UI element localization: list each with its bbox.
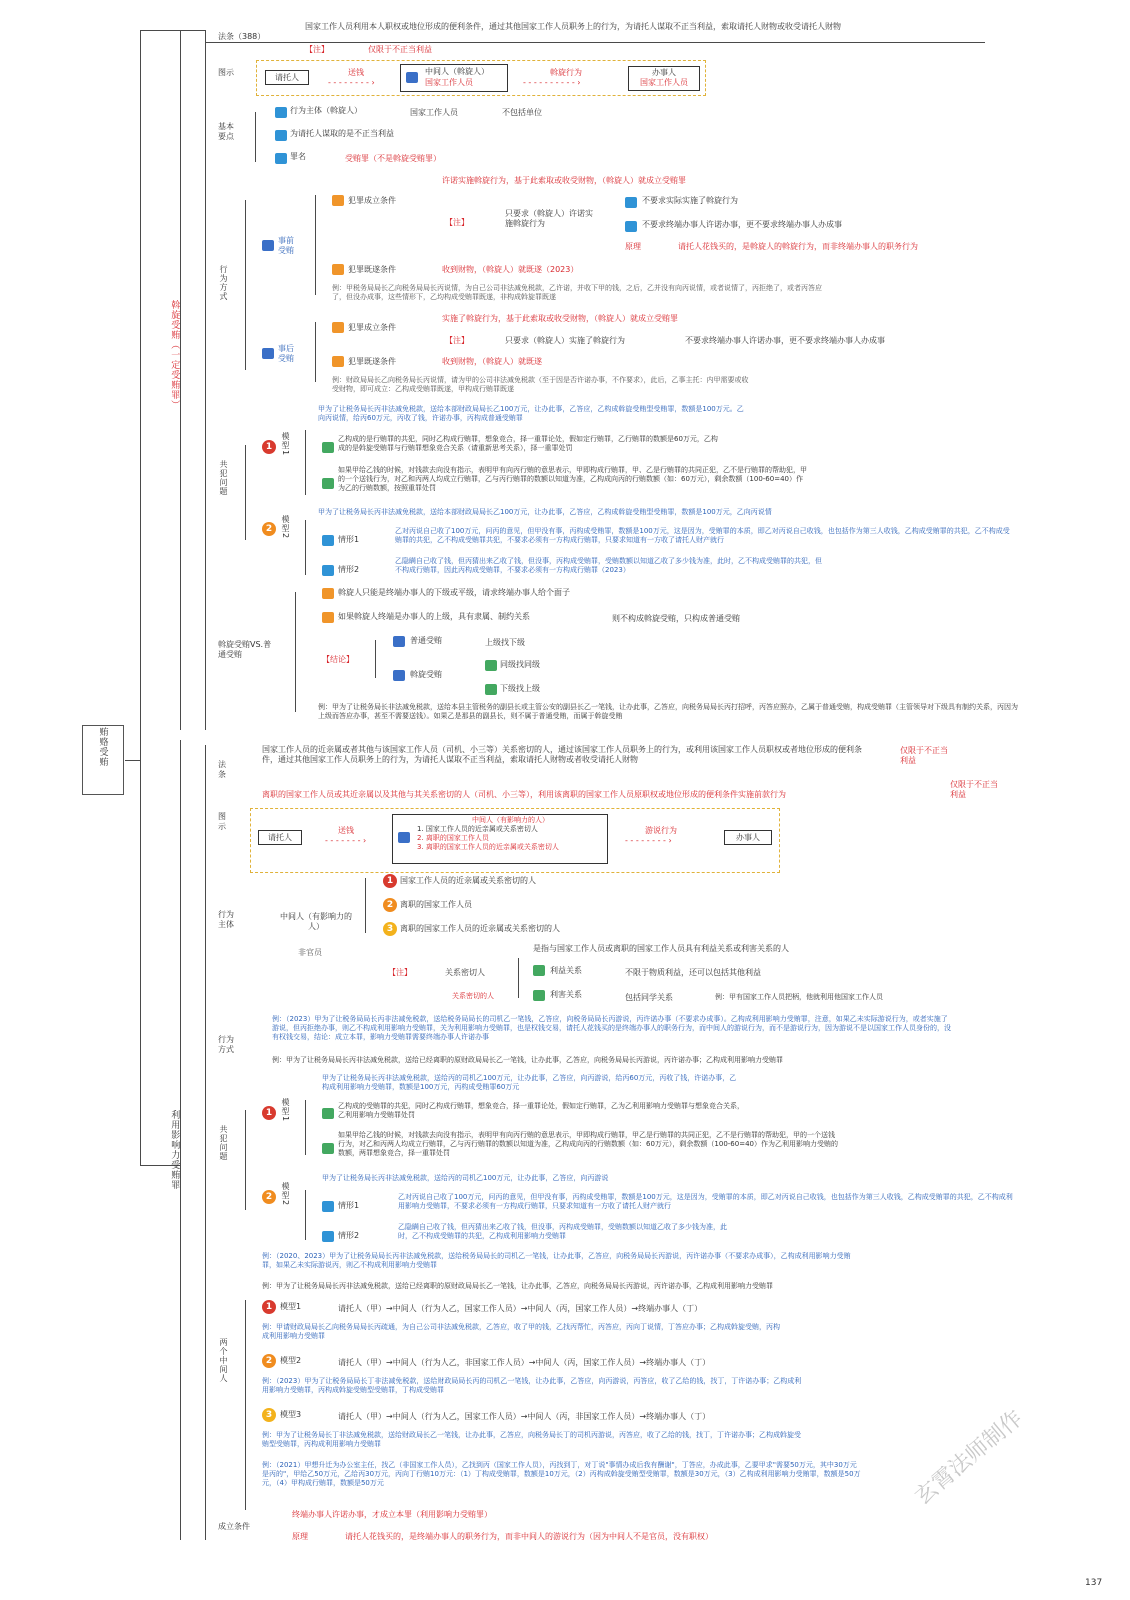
page-number: 137 [1085, 1578, 1103, 1588]
p1-m2-intro: 甲为了让税务局长丙非法减免税款，送给本部财政局局长乙100万元，让办此事，乙答应，乙构成斡旋受贿型受贿罪，数额是100万元，乙向丙说情 [318, 508, 772, 516]
number-badge-2: 2 [262, 522, 276, 536]
list-icon [322, 1201, 334, 1212]
number-badge-3: 3 [383, 922, 397, 936]
p2-lg2: 模型2 [280, 1356, 302, 1365]
section-title-2: 利用影响力受贿罪 [169, 1110, 180, 1190]
p2-lg1-chain: 请托人（甲）→中间人（行为人乙，国家工作人员）→中间人（丙，国家工作人员）→终端办事人（丁） [338, 1304, 703, 1313]
list-icon [533, 965, 545, 976]
p2-cl-label: 成立条件 [218, 1522, 250, 1531]
p1-sq-ji-txt: 收到财物，（斡旋人）就既遂（2023） [442, 265, 579, 274]
number-badge-2: 2 [262, 1190, 276, 1204]
p2-lg1-ex: 例：甲请财政局局长乙向税务局局长丙疏通，为自己公司非法减免税款，乙答应，收了甲的钱，乙找丙帮忙，丙答应，丙向丁说情，丁答应办事；乙构成斡旋受贿，丙构成利用影响力受贿罪 [262, 1323, 780, 1341]
connector [305, 430, 306, 495]
p2-fs-ex1: 例：（2023）甲为了让税务局局长丙非法减免税款，送给税务局局长的司机乙一笔钱，乙答应，向税务局局长丙游说，丙许诺办事（不要求办成事）。乙构成利用影响力受贿罪，注意，如果乙未实际游说行为，或者实施了游说，但丙拒绝办事，则乙不构成利用影响力受贿罪，关为利用影响力受贿罪，也是权钱交易，请托人花钱买的是终端办事人的职务行为，而中间人的游说行为，而不是游说行为，因为游说不是以国家工作人员身份的，没有权钱交易，结论：成立本罪，影响力受贿罪需要终端办事人许诺办事 [272, 1015, 951, 1042]
underline [205, 42, 985, 43]
p1-wx-ex: 例：甲为了让税务局长非法减免税款，送给本县主管税务的副县长或主管公安的副县长乙一笔钱，让办此事，乙答应，向税务局局长丙打招呼，丙答应照办，乙属于普通受贿，构成受贿罪（主管领导对下级具有制约关系，丙因为上级而答应办事，甚至不需要送钱）。如果乙是那县的副县长，则不属于普通受贿，而属于斡旋受贿 [318, 703, 1018, 721]
p1-tu-arrow1: 送钱 [348, 68, 364, 77]
p1-q2: 情形2 [338, 565, 360, 574]
connector [180, 740, 181, 1540]
connector [180, 30, 181, 730]
number-badge-1: 1 [262, 1106, 276, 1120]
p1-sq-cond: 犯罪成立条件 [348, 196, 396, 205]
list-icon [625, 221, 637, 232]
p2-q2-txt: 乙隐瞒自己收了钱，但丙猜出来乙收了钱，但没事，丙构成受贿罪，受贿数额以知道乙收了多少钱为准，此时，乙不构成受贿罪的共犯，乙构成利用影响力受贿罪 [398, 1223, 727, 1241]
p1-gf-label: 共犯问题 [219, 460, 228, 496]
p2-m1b: 如果甲给乙钱的时候，对钱款去向没有指示，表明甲有向丙行贿的意思表示，甲即构成行贿罪，甲乙是行贿罪的共同正犯，乙不是行贿罪的帮助犯，甲的一个送钱行为，对乙和丙两人均成立行贿罪，乙与丙行贿罪的数额以知道为准，乙构成向丙的行贿数额（如：60万元），剩余数额（100-60=40）作为乙利用影响力受贿的数额，两罪想象竞合，择一重罪处罚 [338, 1131, 838, 1158]
number-badge-3: 3 [262, 1408, 276, 1422]
p2-gx-def: 是指与国家工作人员或离职的国家工作人员具有利益关系或利害关系的人 [533, 944, 789, 953]
list-icon [625, 197, 637, 208]
p2-m2-intro: 甲为了让税务局长丙非法减免税款，送给丙的司机乙100万元，让办此事，乙答应，向丙游说 [322, 1174, 609, 1182]
p2-fa-text: 国家工作人员的近亲属或者其他与该国家工作人员（司机、小三等）关系密切的人，通过该国家工作人员职务上的行为，或利用该国家工作人员职权或者地位形成的便利条件，通过其他国家工作人员职务上的行为，为请托人谋取不正当利益，索取请托人财物或者收受请托人财物 [262, 745, 862, 765]
p1-jb2: 为请托人谋取的是不正当利益 [290, 129, 394, 138]
p1-pt1: 上级找下级 [485, 638, 525, 647]
connector [205, 745, 206, 1540]
p1-sq-n1: 不要求实际实施了斡旋行为 [642, 196, 738, 205]
connector [255, 112, 256, 162]
p1-tu-a: 请托人 [265, 70, 309, 85]
p2-tu-c: 办事人 [724, 830, 772, 845]
p2-gx-label: 关系密切人 [445, 968, 485, 977]
list-icon [533, 990, 545, 1001]
list-icon [332, 264, 344, 275]
p2-ex-b: 例：甲为了让税务局局长丙非法减免税款，送给已经离职的原财政局局长乙一笔钱，让办此事，乙答应，向税务局局长丙游说，丙许诺办事，乙构成利用影响力受贿罪 [262, 1282, 773, 1290]
p2-lx2: 利害关系 [550, 990, 582, 999]
person-icon [406, 72, 418, 83]
calendar-icon [262, 240, 274, 251]
p2-cl1: 终端办事人许诺办事，才成立本罪（利用影响力受贿罪） [292, 1510, 492, 1519]
p1-jb3a: 受贿罪（不是斡旋受贿罪） [345, 154, 441, 163]
p2-lg-ex4: 例：（2021）甲想升迁为办公室主任，找乙（非国家工作人员），乙找到丙（国家工作人员），丙找到丁，对丁说"事情办成后我有酬谢"，丁答应，办成此事，乙要甲求"需要50万元，其中30万元是丙的"，甲给乙50万元，乙给丙30万元，丙向丁行贿10万元：（1）丁构成受贿罪，数额是10万元，（2）丙构成斡旋受贿型受贿罪，数额是30万元，（3）乙构成利用影响力受贿罪，数额是50万元，（4）甲构成行贿罪，数额是50万元 [262, 1461, 861, 1488]
p2-zt1: 国家工作人员的近亲属或关系密切的人 [400, 876, 536, 885]
p1-m1: 模型1 [281, 432, 290, 457]
connector [180, 30, 205, 31]
list-icon [322, 1231, 334, 1242]
p2-fs-ex2: 例：甲为了让税务局局长丙非法减免税款，送给已经离职的原财政局局长乙一笔钱，让办此事，乙答应，向税务局局长丙游说，丙许诺办事；乙构成利用影响力受贿罪 [272, 1056, 783, 1064]
connector [305, 520, 306, 575]
connector [245, 445, 246, 540]
p1-sh-ji-txt: 收到财物，（斡旋人）就既遂 [442, 357, 542, 366]
p1-wx-b: 下级找上级 [500, 684, 540, 693]
connector [205, 30, 206, 730]
p2-tu-arrow2: 游说行为 [645, 826, 677, 835]
watermark: 玄霄法师制作 [910, 1405, 1028, 1510]
p2-lg-label: 两个中间人 [219, 1338, 228, 1383]
connector [245, 1300, 246, 1510]
p1-tu-c: 办事人 国家工作人员 [628, 66, 700, 91]
list-icon [332, 195, 344, 206]
p2-lx1-txt: 不限于物质利益，还可以包括其他利益 [625, 968, 761, 977]
list-icon [393, 636, 405, 647]
p1-pt: 普通受贿 [410, 636, 442, 645]
p1-fa-note: 仅限于不正当利益 [368, 45, 432, 54]
p1-sh-cond: 犯罪成立条件 [348, 323, 396, 332]
number-badge-1: 1 [262, 1300, 276, 1314]
list-icon [275, 153, 287, 164]
p1-sh-cond-txt: 实施了斡旋行为，基于此索取或收受财物，（斡旋人）就成立受贿罪 [442, 314, 678, 323]
connector [315, 195, 316, 295]
p2-lx2-txt: 包括同学关系 [625, 993, 673, 1002]
list-icon [322, 612, 334, 623]
p2-m1a: 乙构成的受贿罪的共犯，同时乙构成行贿罪，想象竞合，择一重罪论处，假如定行贿罪，乙为乙利用影响力受贿罪与想象竞合关系，乙利用影响力受贿罪处罚 [338, 1102, 744, 1120]
p1-fa-text: 国家工作人员利用本人职权或地位形成的便利条件，通过其他国家工作人员职务上的行为，为请托人谋取不正当利益，索取请托人财物或收受请托人财物 [305, 22, 841, 31]
p2-zt-label: 行为主体 [218, 910, 234, 929]
p2-cl2: 请托人花钱买的，是终端办事人的职务行为，而非中间人的游说行为（因为中间人不是官员，没有职权） [345, 1532, 713, 1541]
p2-lg3-ex: 例：甲为了让税务局长丁非法减免税款，送给财政局长乙一笔钱，让办此事，乙答应，向税务局长丁的司机丙游说，丙答应，收了乙给的钱，找丁，丁许诺办事；乙构成斡旋受贿型受贿罪，丙构成利用影响力受贿罪 [262, 1431, 801, 1449]
p2-m2: 模型2 [281, 1182, 290, 1207]
p1-tu-arrow2: 斡旋行为 [550, 68, 582, 77]
p2-ex-a: 例：（2020、2023）甲为了让税务局局长丙非法减免税款，送给税务局局长的司机乙一笔钱，让办此事，乙答应，向税务局局长丙游说，丙许诺办事（不要求办成事），乙构成利用影响力受贿罪，如果乙未实际游说丙，则乙不构成利用影响力受贿罪 [262, 1252, 851, 1270]
p2-fs-label: 行为方式 [218, 1035, 234, 1054]
p2-tu-mid: 中间人（有影响力的人） 1. 国家工作人员的近亲属或关系密切人 2. 离职的国家工作人员 3. 离职的国家工作人员的近亲属或关系密切人 [392, 814, 608, 864]
chat-icon [322, 478, 334, 489]
p2-m1-intro: 甲为了让税务局长丙非法减免税款，送给丙的司机乙100万元，让办此事，乙答应，向丙游说，给丙60万元，丙收了钱，许诺办事，乙构成利用影响力受贿罪，数额是100万元，丙构成受贿罪60万元 [322, 1074, 737, 1092]
connector [518, 958, 519, 998]
connector [295, 592, 296, 712]
list-icon [332, 356, 344, 367]
p1-q1: 情形1 [338, 535, 360, 544]
chat-icon [322, 1108, 334, 1119]
p2-lx1: 利益关系 [550, 966, 582, 975]
p2-fa-label: 法条 [218, 760, 226, 779]
p1-sq-n2: 不要求终端办事人许诺办事，更不要求终端办事人办成事 [642, 220, 842, 229]
p2-q1-txt: 乙对丙说自己收了100万元，问丙的意见，但甲没有事，丙构成受贿罪，数额是100万元，这是因为，受贿罪的本质，即乙对丙说自己收钱，也包括作为第三人收钱，乙构成受贿罪的共犯，乙不构成利用影响力受贿罪，不要求必须有一方构成行贿罪，只要求知道有一方收了请托人财产就行 [398, 1193, 1013, 1211]
p1-m1b: 如果甲给乙钱的时候，对钱款去向没有指示，表明甲有向丙行贿的意思表示，甲即构成行贿罪，甲、乙是行贿罪的共同正犯，乙不是行贿罪的帮助犯，甲的一个送钱行为，对乙和丙两人均成立行贿罪，乙与丙行贿罪的数额以知道为准，乙构成向丙的行贿数额（如：60万元），剩余数额（100-60=40）作为乙的行贿数额，按照重罪处罚 [338, 466, 807, 493]
p1-wx1: 斡旋人只能是终端办事人的下级或平级，请求终端办事人给个面子 [338, 588, 570, 597]
p1-sh-ex: 例：财政局局长乙向税务局长丙说情，请为甲的公司非法减免税款（至于因是否许诺办事，不作要求），此后，乙事主托：内甲需要或收受财物，即可成立：乙构成受贿罪既遂，甲构成行贿罪既遂 [332, 376, 749, 394]
p1-sh-note3: 不要求终端办事人许诺办事，更不要求终端办事人办成事 [685, 336, 885, 345]
connector [305, 1190, 306, 1240]
list-icon [485, 684, 497, 695]
p1-fa-note-tag: 【注】 [305, 45, 329, 54]
p2-q1: 情形1 [338, 1201, 360, 1210]
p1-m2: 模型2 [281, 515, 290, 540]
p1-sh-label: 事后受贿 [278, 344, 294, 363]
p1-wx-a: 同级找同级 [500, 660, 540, 669]
connector [365, 878, 366, 933]
p2-zt-not: 非官员 [298, 948, 322, 957]
p1-sq-note: 【注】 [445, 218, 469, 227]
p2-zt3: 离职的国家工作人员的近亲属或关系密切的人 [400, 924, 560, 933]
connector [375, 640, 376, 678]
p1-q2-txt: 乙隐瞒自己收了钱，但丙猜出来乙收了钱，但没事，丙构成受贿罪，受贿数额以知道乙收了多少钱为准，此时，乙不构成受贿罪的共犯，但不构成行贿罪，因此丙构成受贿罪，不要求必须有一方构成行贿罪（2023） [395, 557, 822, 575]
p1-wx2: 如果斡旋人终端是办事人的上级，具有隶属、制约关系 [338, 612, 530, 621]
p1-jl: 【结论】 [322, 655, 354, 664]
arrow: - - - - - - - - - - › [523, 78, 581, 87]
number-badge-1: 1 [383, 874, 397, 888]
chat-icon [322, 1143, 334, 1154]
arrow: - - - - - - - › [325, 836, 367, 845]
list-icon [393, 670, 405, 681]
p2-m1: 模型1 [281, 1098, 290, 1123]
p1-sh-note2: 只要求（斡旋人）实施了斡旋行为 [505, 336, 625, 345]
connector [125, 760, 140, 761]
p1-wx2b: 则不构成斡旋受贿，只构成普通受贿 [612, 614, 740, 623]
section-title-1: 斡旋受贿（一定受贿罪） [169, 300, 180, 410]
number-badge-2: 2 [383, 898, 397, 912]
person-icon [398, 832, 410, 843]
p1-jb-label: 基本要点 [218, 122, 234, 141]
p2-fa-side: 仅限于不正当利益 [900, 746, 948, 766]
p1-m1a: 乙构成的是行贿罪的共犯，同时乙构成行贿罪，想象竞合，择一重罪论处，假如定行贿罪，乙行贿罪的数额是60万元，乙构成的是斡旋受贿罪与行贿罪想象竞合关系（请重新思考关系），择一重罪处罚 [338, 435, 718, 453]
p1-jb1b: 不包括单位 [502, 108, 542, 117]
connector [140, 30, 180, 31]
p2-lg3: 模型3 [280, 1410, 302, 1419]
p1-sq-ex: 例：甲税务局局长乙向税务局局长丙说情，为自己公司非法减免税款，乙许诺，并收下甲的钱，之后，乙并没有向丙说情，或者说情了，丙拒绝了，或者丙答应了，但没办成事，这些情形下，乙均构成受贿罪既遂，非构成斡旋罪既遂 [332, 284, 822, 302]
p1-jb1a: 国家工作人员 [410, 108, 458, 117]
chat-icon [322, 442, 334, 453]
spine [140, 30, 141, 1165]
connector [245, 200, 246, 370]
p2-zt2: 离职的国家工作人员 [400, 900, 472, 909]
connector [305, 1100, 306, 1155]
p2-lg1: 模型1 [280, 1302, 302, 1311]
p2-cl2-tag: 原理 [292, 1532, 308, 1541]
p2-gf-label: 共犯问题 [219, 1125, 228, 1161]
p1-wx: 斡旋受贿 [410, 670, 442, 679]
number-badge-2: 2 [262, 1354, 276, 1368]
p1-wx-label: 斡旋受贿VS.普通受贿 [218, 640, 272, 660]
p1-sq-yl-txt: 请托人花钱买的，是斡旋人的斡旋行为，而非终端办事人的职务行为 [678, 242, 918, 251]
p1-sq-yl: 原理 [625, 242, 641, 251]
p2-lx2-ex: 例：甲有国家工作人员把柄，他就利用他国家工作人员 [715, 993, 883, 1001]
p1-sq-label: 事前受贿 [278, 236, 294, 255]
list-icon [485, 660, 497, 671]
connector [315, 322, 316, 382]
p1-tu-label: 图示 [218, 68, 234, 77]
p1-sh-ji: 犯罪既遂条件 [348, 357, 396, 366]
p1-fa-label: 法条（388） [218, 32, 266, 41]
list-icon [332, 322, 344, 333]
arrow: - - - - - - - - › [328, 78, 375, 87]
root-node: 贿赂受贿 [82, 725, 124, 795]
list-icon [322, 565, 334, 576]
p1-sq-note2: 只要求（斡旋人）许诺实施斡旋行为 [505, 209, 593, 229]
p2-q2: 情形2 [338, 1231, 360, 1240]
p1-xw-label: 行为方式 [219, 265, 228, 301]
arrow: - - - - - - - - › [625, 836, 672, 845]
p2-lg2-ex: 例：（2023）甲为了让税务局局长丁非法减免税款，送给财政局局长丙的司机乙一笔钱，让办此事，乙答应，向丙游说，丙答应，收了乙给的钱，找丁，丁许诺办事；乙构成利用影响力受贿罪，丙构成斡旋受贿型受贿罪，丁构成受贿罪 [262, 1377, 802, 1395]
p1-sh-note: 【注】 [445, 336, 469, 345]
p1-sq-cond-txt: 许诺实施斡旋行为，基于此索取或收受财物，（斡旋人）就成立受贿罪 [442, 176, 686, 185]
p2-tu-a: 请托人 [258, 830, 302, 845]
p2-fa2-side: 仅限于不正当利益 [950, 780, 998, 800]
p1-jb1: 行为主体（斡旋人） [290, 106, 362, 115]
list-icon [322, 535, 334, 546]
p2-zt-mid: 中间人（有影响力的人） [280, 912, 352, 932]
list-icon [275, 130, 287, 141]
p2-tu-label: 图示 [218, 812, 226, 831]
calendar-icon [262, 348, 274, 359]
p1-sq-ji: 犯罪既遂条件 [348, 265, 396, 274]
p1-q1-txt: 乙对丙说自己收了100万元，问丙的意见，但甲没有事，丙构成受贿罪，数额是100万元，这是因为，受贿罪的本质，即乙对丙说自己收钱，也包括作为第三人收钱，乙构成受贿罪的共犯，乙不构成受贿罪的共犯，乙不构成受贿罪共犯，不要求必须有一方构成行贿罪，只要求知道有一方收了请托人财产就行 [395, 527, 1010, 545]
p2-gx-sub: 关系密切的人 [452, 992, 494, 1000]
list-icon [322, 588, 334, 599]
p2-lg2-chain: 请托人（甲）→中间人（行为人乙，非国家工作人员）→中间人（丙，国家工作人员）→终端办事人（丁） [338, 1358, 711, 1367]
list-icon [275, 107, 287, 118]
p1-jb3: 罪名 [290, 152, 306, 161]
connector [245, 1110, 246, 1210]
number-badge-1: 1 [262, 440, 276, 454]
p1-gf-intro: 甲为了让税务局长丙非法减免税款，送给本部财政局局长乙100万元，让办此事，乙答应，乙构成斡旋受贿型受贿罪，数额是100万元。乙向丙说情，给丙60万元，丙收了钱，许诺办事，丙构成普通受贿罪 [318, 405, 744, 423]
p2-fa2: 离职的国家工作人员或其近亲属以及其他与其关系密切的人（司机、小三等），利用该离职的国家工作人员原职权或地位形成的便利条件实施前款行为 [262, 790, 786, 799]
p2-lg3-chain: 请托人（甲）→中间人（行为人乙，国家工作人员）→中间人（丙，非国家工作人员）→终端办事人（丁） [338, 1412, 711, 1421]
p2-gx-note: 【注】 [388, 968, 412, 977]
p1-tu-mid: 中间人（斡旋人） 国家工作人员 [400, 64, 508, 92]
p2-tu-arrow1: 送钱 [338, 826, 354, 835]
